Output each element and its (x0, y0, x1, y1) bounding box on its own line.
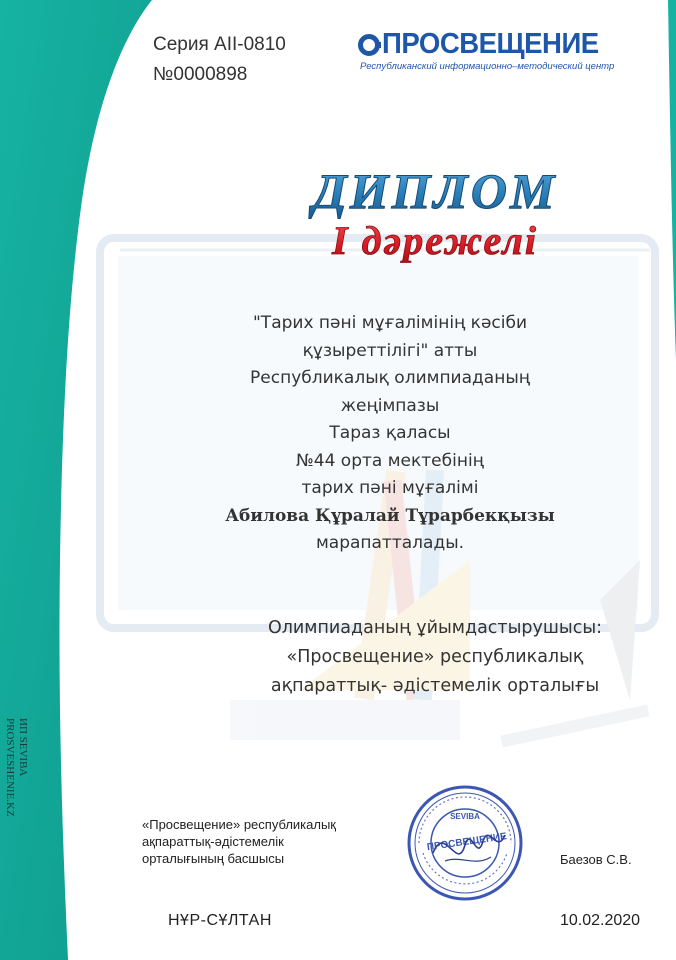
awarded-text: марапатталады. (315, 533, 465, 553)
diploma-title: ДИПЛОМ (312, 163, 558, 219)
prosveshenie-logo (358, 28, 660, 76)
head-line: «Просвещение» республикалық (142, 817, 336, 832)
organizer-line: «Просвещение» республикалық (286, 647, 584, 667)
diploma-heading (250, 158, 620, 268)
logo-subtitle: Республиканский информационно–методический центр (360, 61, 615, 72)
serial-block (153, 30, 286, 90)
side-text-line1: ИП SEVIBA (17, 718, 29, 777)
serial-number: №0000898 (153, 64, 248, 85)
head-line: орталығының басшысы (142, 851, 285, 866)
signer-name: Баезов С.В. (560, 852, 632, 867)
head-line: ақпараттық-әдістемелік (142, 834, 284, 849)
logo-word: ПРОСВЕЩЕНИЕ (382, 28, 599, 60)
organizer-block (235, 614, 635, 701)
body-line: тарих пәні мұғалімі (301, 478, 479, 498)
side-text-line2: PROSVESHENIE.KZ (4, 718, 16, 817)
body-line: №44 орта мектебінің (296, 450, 484, 471)
stamp-center-text: ПРОСВЕЩЕНИЕ (426, 831, 508, 854)
city-name: НҰР-СҰЛТАН (168, 912, 272, 929)
teal-corner (668, 0, 676, 360)
head-title-block (142, 816, 336, 867)
organizer-line: Олимпиаданың ұйымдастырушысы: (267, 618, 603, 638)
body-line: құзыреттілігі" атты (302, 340, 478, 361)
serial-series: Серия АІІ-0810 (153, 34, 286, 55)
logo-ring-icon (358, 34, 380, 56)
side-vertical-text (3, 718, 43, 838)
diploma-degree: І дәрежелі (332, 218, 538, 263)
body-line: Республикалық олимпиаданың (250, 368, 530, 388)
issue-date: 10.02.2020 (560, 912, 641, 929)
organizer-line: ақпараттық- әдістемелік орталығы (270, 676, 600, 696)
stamp-top-text: SEVIBA (450, 812, 480, 821)
recipient-name: Абилова Құралай Тұрарбекқызы (225, 505, 555, 526)
official-stamp (405, 783, 525, 903)
body-line: жеңімпазы (340, 395, 440, 416)
award-description (200, 310, 580, 558)
body-line: "Тарих пәні мұғалімінің кәсіби (252, 313, 528, 333)
body-line: Тараз қаласы (329, 423, 451, 443)
